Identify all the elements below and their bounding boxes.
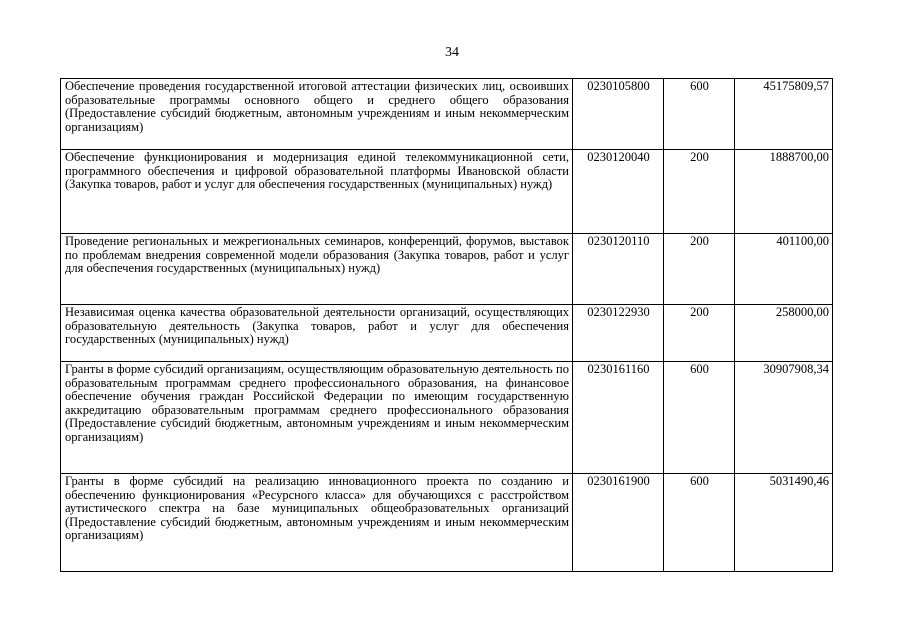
row-target-code: 0230161900 — [573, 474, 664, 572]
row-description: Обеспечение функционирования и модернизация единой телекоммуникационной сети, программного обеспечения и цифровой образовательной платформы Ивановской области (Закупка товаров, работ и услуг для обеспечения государственных (муниципальных) нужд) — [61, 150, 573, 234]
page-number: 34 — [445, 45, 459, 60]
row-expense-type: 600 — [664, 79, 735, 150]
row-amount: 5031490,46 — [735, 474, 833, 572]
budget-table — [60, 78, 833, 572]
table-row — [61, 79, 833, 150]
row-amount: 401100,00 — [735, 234, 833, 305]
row-expense-type: 200 — [664, 234, 735, 305]
row-amount: 258000,00 — [735, 305, 833, 362]
row-description: Гранты в форме субсидий на реализацию инновационного проекта по созданию и обеспечению функционирования «Ресурсного класса» для обучающихся с расстройством аутистического спектра на базе муниципальных общеобразовательных организаций (Предоставление субсидий бюджетным, автономным учреждениям и иным некоммерческим организациям) — [61, 474, 573, 572]
row-description: Проведение региональных и межрегиональных семинаров, конференций, форумов, выставок по проблемам внедрения современной модели образования (Закупка товаров, работ и услуг для обеспечения государственных (муниципальных) нужд) — [61, 234, 573, 305]
row-amount: 45175809,57 — [735, 79, 833, 150]
row-description: Обеспечение проведения государственной итоговой аттестации физических лиц, освоивших образовательные программы основного общего и среднего общего образования (Предоставление субсидий бюджетным, автономным учреждениям и иным некоммерческим организациям) — [61, 79, 573, 150]
row-amount: 30907908,34 — [735, 362, 833, 474]
row-target-code: 0230161160 — [573, 362, 664, 474]
row-target-code: 0230105800 — [573, 79, 664, 150]
row-target-code: 0230122930 — [573, 305, 664, 362]
row-amount: 1888700,00 — [735, 150, 833, 234]
row-expense-type: 200 — [664, 305, 735, 362]
row-target-code: 0230120110 — [573, 234, 664, 305]
table-row — [61, 150, 833, 234]
row-expense-type: 200 — [664, 150, 735, 234]
table-row — [61, 305, 833, 362]
row-expense-type: 600 — [664, 474, 735, 572]
row-description: Гранты в форме субсидий организациям, осуществляющим образовательную деятельность по образовательным программам среднего профессионального образования, на финансовое обеспечение обучения граждан Российской Федерации по имеющим государственную аккредитацию образовательным программам среднего профессионального образования (Предоставление субсидий бюджетным, автономным учреждениям и иным некоммерческим организациям) — [61, 362, 573, 474]
table-row — [61, 474, 833, 572]
row-target-code: 0230120040 — [573, 150, 664, 234]
table-row — [61, 362, 833, 474]
row-expense-type: 600 — [664, 362, 735, 474]
row-description: Независимая оценка качества образовательной деятельности организаций, осуществляющих образовательную деятельность (Закупка товаров, работ и услуг для обеспечения государственных (муниципальных) нужд) — [61, 305, 573, 362]
table-row — [61, 234, 833, 305]
